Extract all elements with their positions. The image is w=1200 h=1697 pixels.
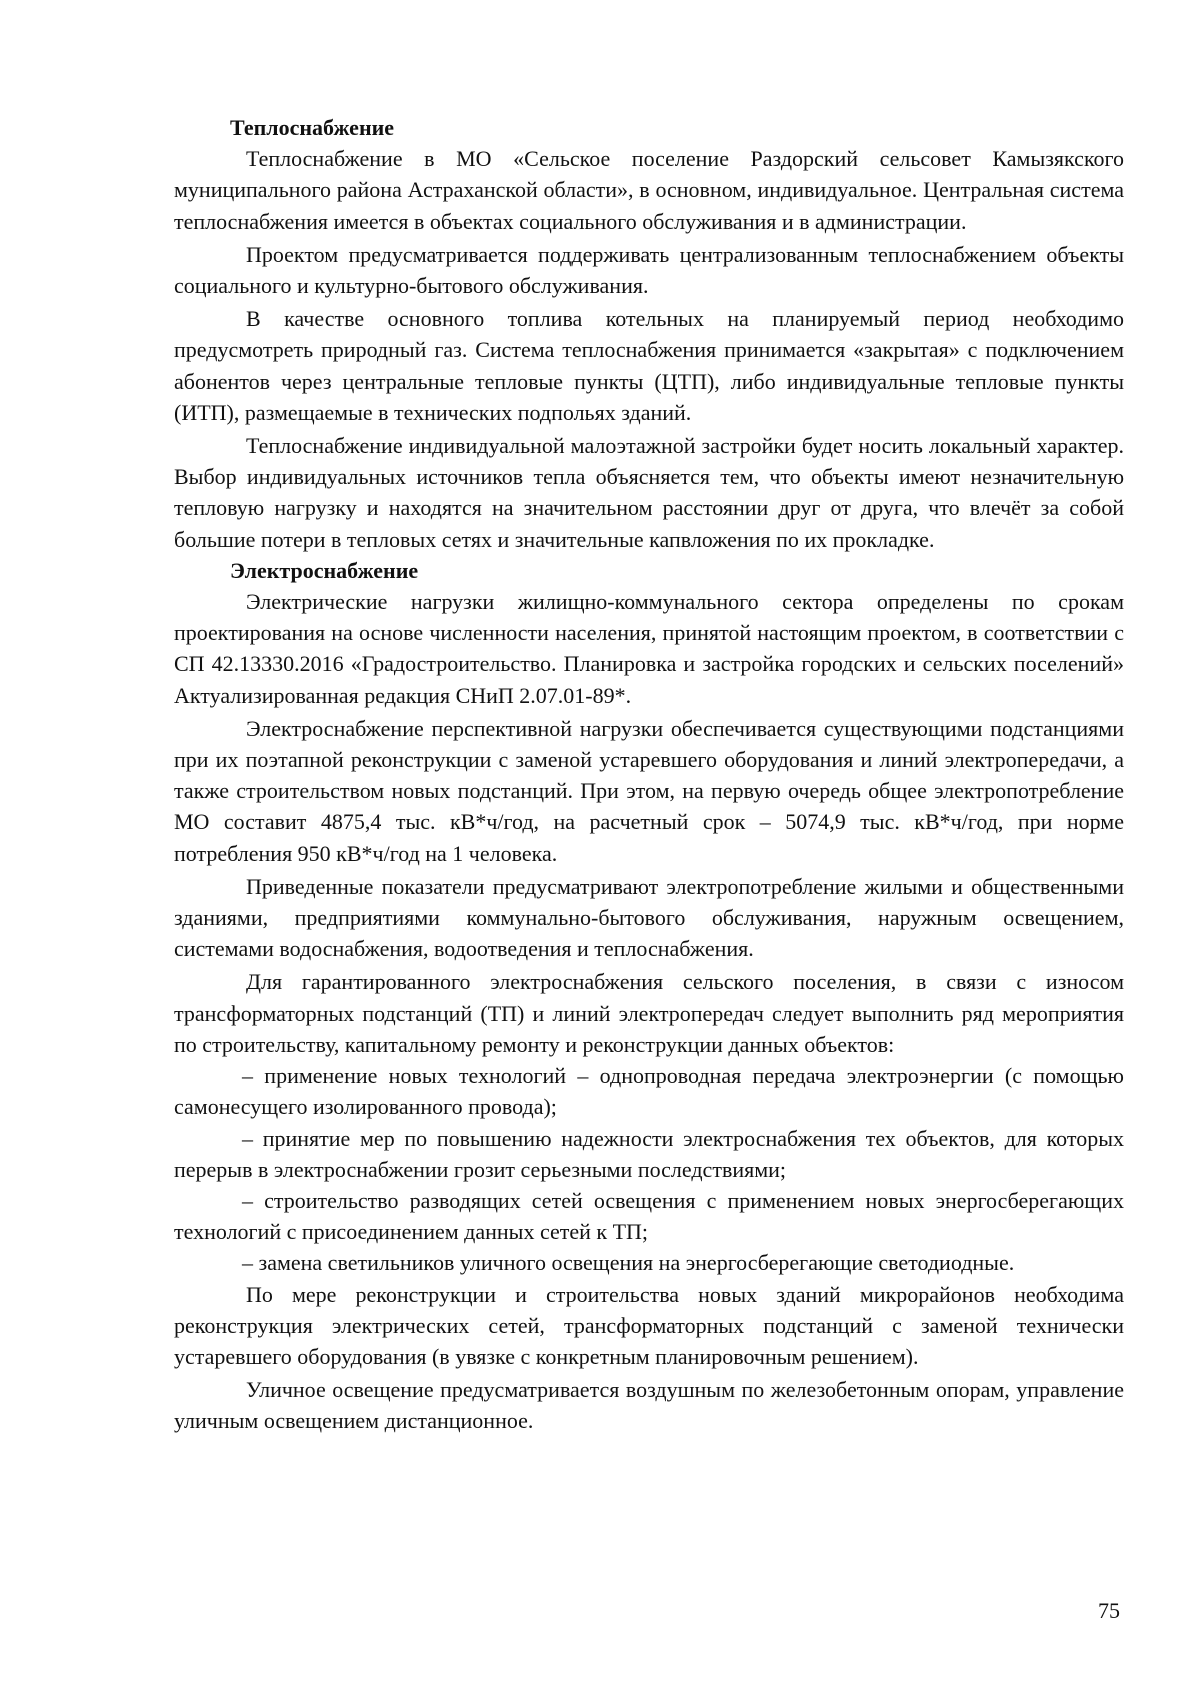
paragraph: В качестве основного топлива котельных на планируемый период необходимо предусмотреть природный газ. Система теплоснабжения принимается «закрытая» с подключением абонентов через центральные тепловые пункты (ЦТП), либо индивидуальные тепловые пункты (ИТП), размещаемые в технических подпольях зданий. — [174, 306, 1124, 425]
paragraph: Электрические нагрузки жилищно-коммунального сектора определены по срокам проектирования на основе численности населения, принятой настоящим проектом, в соответствии с СП 42.13330.2016 «Градостроительство. Планировка и застройка городских и сельских поселений» Актуализированная редакция СНиП 2.07.01-89*. — [174, 589, 1124, 708]
paragraph: Приведенные показатели предусматривают электропотребление жилыми и общественными зданиями, предприятиями коммунально-бытового обслуживания, наружным освещением, системами водоснабжения, водоотведения и теплоснабжения. — [174, 873, 1124, 962]
paragraph: Электроснабжение перспективной нагрузки обеспечивается существующими подстанциями при их поэтапной реконструкции с заменой устаревшего оборудования и линий электропередачи, а также строительством новых подстанций. При этом, на первую очередь общее электропотребление МО составит 4875,4 тыс. кВ*ч/год, на расчетный срок – 5074,9 тыс. кВ*ч/год, при норме потребления 950 кВ*ч/год на 1 человека. — [174, 715, 1124, 866]
document-body — [174, 112, 1124, 1437]
list-item: – принятие мер по повышению надежности электроснабжения тех объектов, для которых перерыв в электроснабжении грозит серьезными последствиями; — [174, 1125, 1124, 1182]
list-item: – применение новых технологий – однопроводная передача электроэнергии (с помощью самонесущего изолированного провода); — [174, 1063, 1124, 1120]
heading-power-supply: Электроснабжение — [230, 557, 419, 583]
page-number: 75 — [1098, 1598, 1120, 1623]
paragraph: Теплоснабжение в МО «Сельское поселение Раздорский сельсовет Камызякского муниципального района Астраханской области», в основном, индивидуальное. Центральная система теплоснабжения имеется в объектах социального обслуживания и в администрации. — [174, 146, 1124, 234]
paragraph: По мере реконструкции и строительства новых зданий микрорайонов необходима реконструкция электрических сетей, трансформаторных подстанций с заменой технически устаревшего оборудования (в увязке с конкретным планировочным решением). — [174, 1281, 1124, 1369]
paragraph: Проектом предусматривается поддерживать централизованным теплоснабжением объекты социального и культурно-бытового обслуживания. — [174, 241, 1124, 299]
paragraph: Теплоснабжение индивидуальной малоэтажной застройки будет носить локальный характер. Выбор индивидуальных источников тепла объясняется тем, что объекты имеют незначительную тепловую нагрузку и находятся на значительном расстоянии друг от друга, что влечёт за собой большие потери в тепловых сетях и значительные капвложения по их прокладке. — [174, 433, 1124, 552]
heading-heat-supply: Теплоснабжение — [230, 115, 395, 140]
paragraph: Уличное освещение предусматривается воздушным по железобетонным опорам, управление уличным освещением дистанционное. — [174, 1377, 1124, 1434]
list-item: – строительство разводящих сетей освещения с применением новых энергосберегающих технологий с присоединением данных сетей к ТП; — [174, 1187, 1124, 1245]
list-item: – замена светильников уличного освещения на энергосберегающие светодиодные. — [242, 1250, 1015, 1276]
paragraph: Для гарантированного электроснабжения сельского поселения, в связи с износом трансформаторных подстанций (ТП) и линий электропередач следует выполнить ряд мероприятия по строительству, капитальному ремонту и реконструкции данных объектов: — [174, 969, 1124, 1057]
